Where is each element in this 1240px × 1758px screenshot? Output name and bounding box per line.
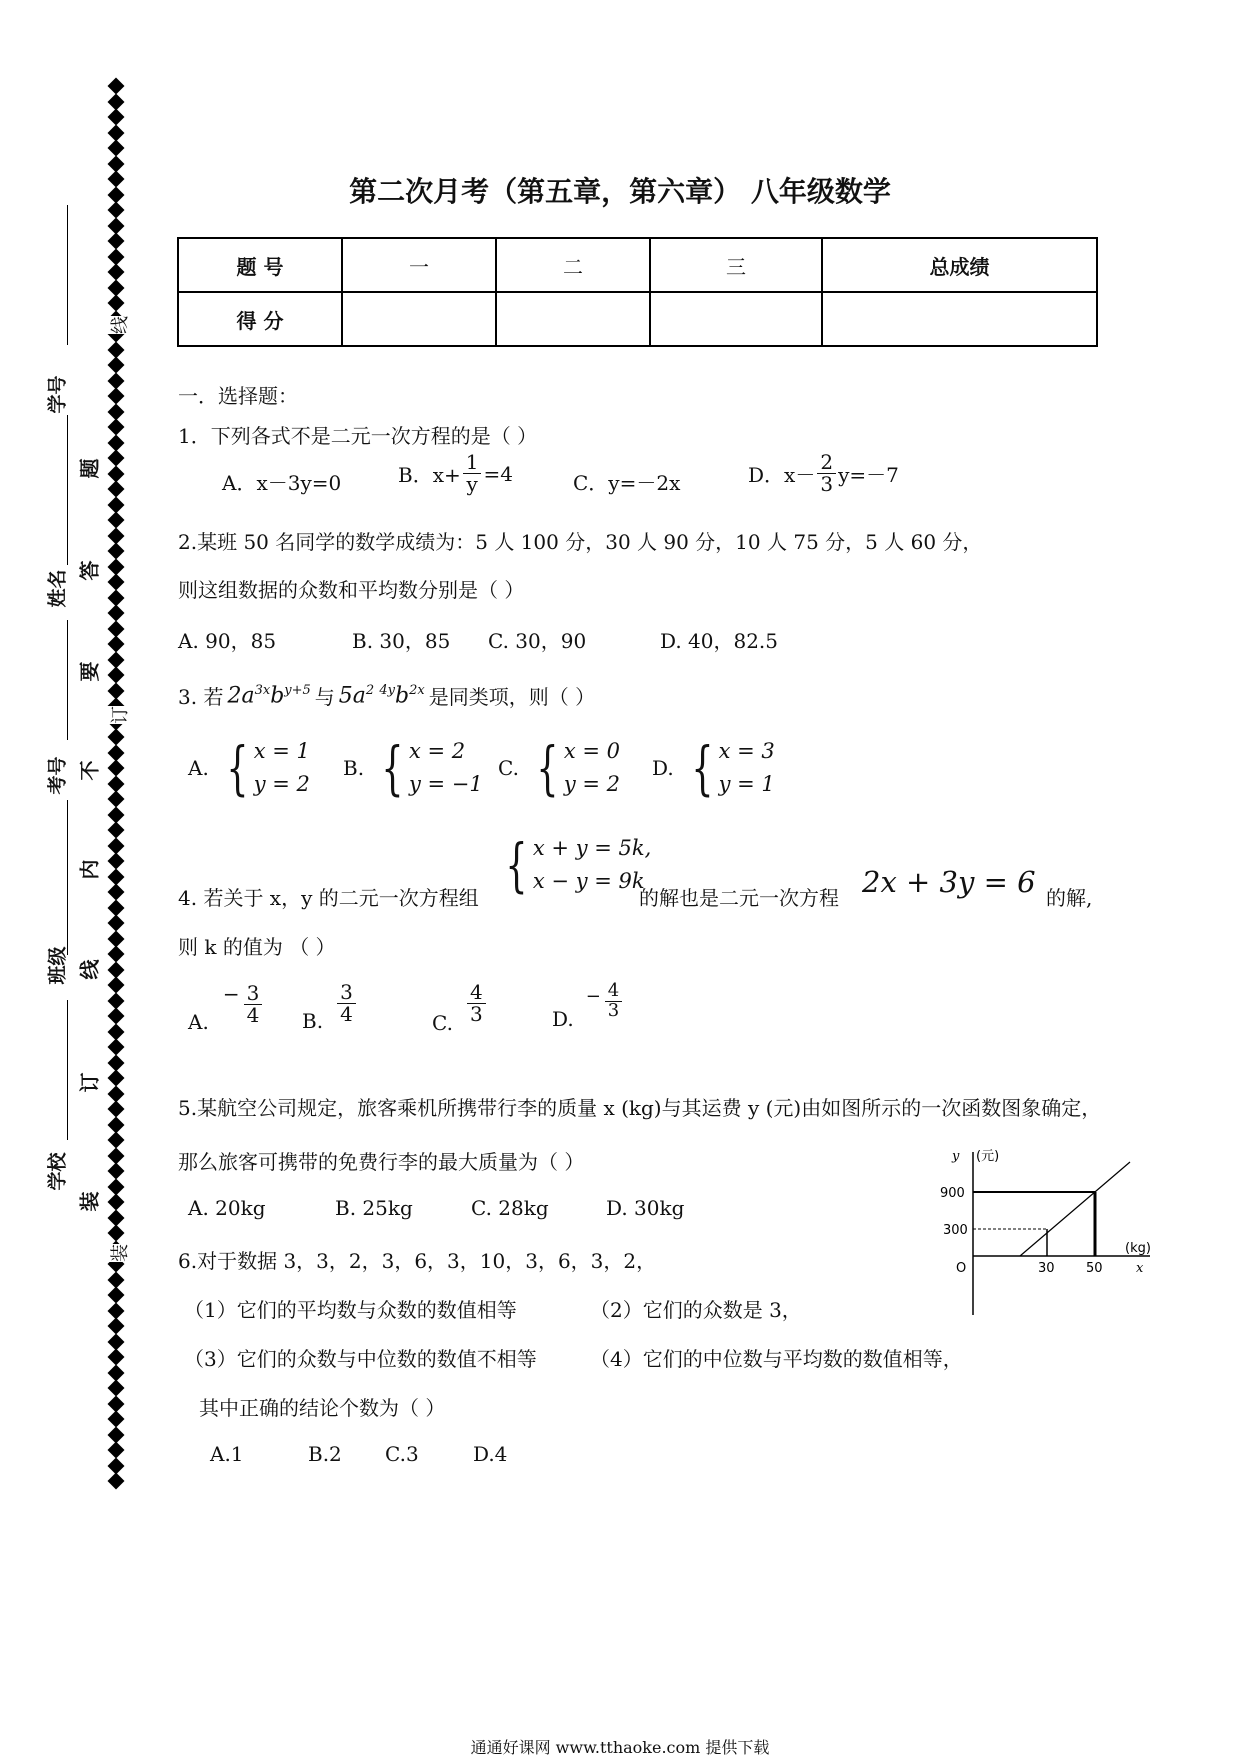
diamond-mark xyxy=(108,1085,125,1102)
binding-line-mark: 线 xyxy=(106,316,132,334)
stem-text: 3. 若 xyxy=(178,685,224,709)
question-6-statement-2: （2）它们的众数是 3， xyxy=(590,1298,802,1322)
diamond-mark xyxy=(108,419,125,436)
equation-system: { x = 2 y = −1 xyxy=(381,733,483,802)
score-input-cell[interactable] xyxy=(822,292,1097,346)
fraction xyxy=(467,982,486,1025)
x-axis-unit: (kg) xyxy=(1125,1241,1151,1256)
diamond-mark xyxy=(108,1442,125,1459)
score-table-cell: 题 号 xyxy=(178,238,342,292)
score-table-score-row xyxy=(178,292,1097,346)
diamond-mark xyxy=(108,884,125,901)
fraction-denominator: 4 xyxy=(340,1002,353,1026)
question-5-stem: 5.某航空公司规定，旅客乘机所携带行李的质量 x (kg)与其运费 y (元)由如图所示的一次函数图象确定， xyxy=(178,1096,1102,1120)
stem-text: 是同类项，则（ ） xyxy=(428,685,596,709)
binding-label-exam-id: 考号 xyxy=(46,756,69,795)
question-6-stem-line2: 其中正确的结论个数为（ ） xyxy=(199,1396,446,1420)
diamond-mark xyxy=(108,1132,125,1149)
binding-warning-char: 答 xyxy=(77,560,102,581)
diamond-mark xyxy=(108,1411,125,1428)
diamond-mark xyxy=(108,78,125,95)
equation-row: x = 2 xyxy=(408,739,466,763)
question-4-option-d xyxy=(552,982,624,1029)
score-table-cell: 总成绩 xyxy=(822,238,1097,292)
diamond-mark xyxy=(108,1271,125,1288)
fraction-denominator: y xyxy=(466,472,478,496)
diamond-mark xyxy=(108,109,125,126)
question-6-statement-1: （1）它们的平均数与众数的数值相等 xyxy=(184,1298,517,1322)
exam-title: 第二次月考（第五章，第六章） 八年级数学 xyxy=(349,175,891,208)
diamond-mark xyxy=(108,1054,125,1071)
question-4-stem-post: 的解, xyxy=(1046,886,1093,910)
fraction-numerator: 3 xyxy=(244,983,263,1005)
x-tick-label: 30 xyxy=(1038,1261,1055,1276)
question-3-stem xyxy=(178,681,595,710)
score-table-cell: 一 xyxy=(342,238,496,292)
diamond-mark xyxy=(108,496,125,513)
fraction-numerator: 4 xyxy=(467,982,486,1004)
equation-row: x = 0 xyxy=(563,739,621,763)
question-6-statement-4: （4）它们的中位数与平均数的数值相等， xyxy=(590,1347,963,1371)
section-heading: 一．选择题： xyxy=(178,384,298,408)
equation-row: y = 2 xyxy=(563,771,621,796)
equation-row: y = −1 xyxy=(408,771,483,796)
diamond-mark xyxy=(108,806,125,823)
diamond-mark xyxy=(108,1023,125,1040)
diamond-mark xyxy=(108,233,125,250)
question-1-stem: 1．下列各式不是二元一次方程的是（ ） xyxy=(178,424,538,448)
score-table-cell: 得 分 xyxy=(178,292,342,346)
binding-line-mark: 订 xyxy=(106,706,132,724)
diamond-mark xyxy=(108,744,125,761)
fraction-denominator: 4 xyxy=(246,1003,260,1027)
question-6-option-d: D.4 xyxy=(473,1442,508,1466)
diamond-mark xyxy=(108,992,125,1009)
fraction-denominator: 3 xyxy=(607,999,620,1021)
question-2-stem-line2: 则这组数据的众数和平均数分别是（ ） xyxy=(178,578,525,602)
equation-system: { x = 1 y = 2 xyxy=(226,733,310,802)
y-axis-label: y xyxy=(952,1149,960,1164)
fraction-denominator: 3 xyxy=(469,1002,483,1026)
option-label: B. xyxy=(302,1009,324,1033)
equation-row: y = 2 xyxy=(253,771,310,796)
option-label: A. xyxy=(188,1010,209,1034)
option-label: D. xyxy=(552,1006,574,1031)
binding-warning-char: 不 xyxy=(77,760,102,781)
equation-system: { x + y = 5k, x − y = 9k xyxy=(505,830,652,899)
binding-underline xyxy=(67,620,68,740)
question-6-option-c: C.3 xyxy=(385,1442,419,1466)
diamond-mark xyxy=(108,93,125,110)
diamond-mark xyxy=(108,1194,125,1211)
diamond-mark xyxy=(108,899,125,916)
question-3-option-b xyxy=(343,735,483,800)
diamond-mark xyxy=(108,791,125,808)
diamond-mark xyxy=(108,1426,125,1443)
minus-sign: − xyxy=(222,982,240,1006)
equation-system: { x = 3 y = 1 xyxy=(691,733,775,802)
question-4-stem-line2: 则 k 的值为 （ ） xyxy=(178,935,336,959)
option-text: D．x－ xyxy=(748,463,816,487)
diamond-mark xyxy=(108,1473,125,1490)
binding-warning-char: 要 xyxy=(77,661,102,682)
diamond-mark xyxy=(108,295,125,312)
diamond-mark xyxy=(108,558,125,575)
diamond-mark xyxy=(108,450,125,467)
question-6-stem: 6.对于数据 3，3，2，3，6，3，10，3，6，3，2， xyxy=(178,1249,657,1273)
diamond-mark xyxy=(108,1395,125,1412)
diamond-mark xyxy=(108,915,125,932)
x-tick-label: 50 xyxy=(1086,1261,1103,1276)
question-4-option-a xyxy=(188,982,264,1032)
origin-label: O xyxy=(956,1261,967,1276)
y-tick-label: 300 xyxy=(943,1223,968,1238)
diamond-mark xyxy=(108,388,125,405)
diamond-mark xyxy=(108,667,125,684)
diamond-mark xyxy=(108,1116,125,1133)
question-4-option-c xyxy=(432,982,488,1033)
diamond-mark xyxy=(108,589,125,606)
diamond-mark xyxy=(108,651,125,668)
question-5-stem-line2: 那么旅客可携带的免费行李的最大质量为（ ） xyxy=(178,1150,585,1174)
minus-sign: − xyxy=(585,985,601,1007)
diamond-mark xyxy=(108,1225,125,1242)
y-tick-label: 900 xyxy=(940,1186,965,1201)
diamond-mark xyxy=(108,465,125,482)
equation-row: x = 1 xyxy=(253,739,310,763)
question-2-option-a: A. 90，85 xyxy=(178,629,277,653)
binding-warning-char: 装 xyxy=(77,1191,102,1212)
fraction xyxy=(337,982,356,1025)
fraction-numerator: 4 xyxy=(605,982,622,1002)
option-text: y=－7 xyxy=(838,463,899,487)
question-2-stem: 2.某班 50 名同学的数学成绩为：5 人 100 分，30 人 90 分，10 人 75 分，5 人 60 分， xyxy=(178,530,983,554)
binding-label-student-id: 学号 xyxy=(46,375,69,414)
diamond-mark xyxy=(108,264,125,281)
diamond-mark xyxy=(108,124,125,141)
diamond-mark xyxy=(108,357,125,374)
binding-label-name: 姓名 xyxy=(46,569,69,608)
diamond-mark xyxy=(108,248,125,265)
diamond-mark xyxy=(108,1178,125,1195)
binding-underline xyxy=(67,1000,68,1140)
binding-underline xyxy=(67,415,68,565)
fraction xyxy=(605,982,622,1021)
question-1-option-c: C．y=－2x xyxy=(573,471,681,495)
diamond-mark xyxy=(108,1318,125,1335)
diamond-mark xyxy=(108,1457,125,1474)
diamond-mark xyxy=(108,1364,125,1381)
question-4-stem: 4. 若关于 x，y 的二元一次方程组 xyxy=(178,886,479,910)
score-table xyxy=(177,237,1098,347)
diamond-mark xyxy=(108,682,125,699)
diamond-mark xyxy=(108,1070,125,1087)
fraction-numerator: 3 xyxy=(337,982,356,1004)
equation-row: x + y = 5k, xyxy=(532,836,652,860)
freight-cost-graph xyxy=(940,1130,1160,1320)
question-1-option-b xyxy=(398,452,513,495)
fraction-numerator: 1 xyxy=(463,452,482,474)
option-label: C. xyxy=(498,755,519,780)
question-3-option-c xyxy=(498,735,620,800)
diamond-mark xyxy=(108,946,125,963)
diamond-mark xyxy=(108,620,125,637)
binding-warning-char: 题 xyxy=(77,458,102,479)
diamond-mark xyxy=(108,574,125,591)
question-6-option-b: B.2 xyxy=(308,1442,342,1466)
diamond-mark xyxy=(108,1039,125,1056)
diamond-mark xyxy=(108,729,125,746)
diamond-mark xyxy=(108,822,125,839)
question-4-system xyxy=(498,832,651,897)
question-1-option-d xyxy=(748,452,899,495)
question-6-option-a: A.1 xyxy=(210,1442,244,1466)
page-footer: 通通好课网 www.tthaoke.com 提供下载 xyxy=(470,1738,770,1757)
diamond-mark xyxy=(108,760,125,777)
fraction xyxy=(463,452,482,495)
binding-warning-char: 线 xyxy=(77,959,102,980)
option-label: C. xyxy=(432,1011,453,1035)
option-label: D. xyxy=(652,755,674,780)
score-table-cell: 三 xyxy=(650,238,822,292)
diamond-mark xyxy=(108,217,125,234)
question-5-option-b: B. 25kg xyxy=(335,1196,413,1220)
fraction-numerator: 2 xyxy=(817,452,836,474)
diamond-mark xyxy=(108,1333,125,1350)
question-6-statement-3: （3）它们的众数与中位数的数值不相等 xyxy=(184,1347,537,1371)
score-input-cell[interactable] xyxy=(650,292,822,346)
binding-line-mark: 装 xyxy=(106,1244,132,1262)
y-axis-unit: (元) xyxy=(976,1149,1000,1164)
question-2-option-d: D. 40，82.5 xyxy=(660,629,779,653)
math-term: $2a^{3x}b^{y+5}$ xyxy=(227,682,311,709)
binding-label-class: 班级 xyxy=(46,946,69,985)
fraction xyxy=(244,983,263,1026)
question-1-option-a: A．x－3y=0 xyxy=(222,471,342,495)
diamond-mark xyxy=(108,1209,125,1226)
question-5-option-d: D. 30kg xyxy=(606,1196,685,1220)
question-5-option-c: C. 28kg xyxy=(471,1196,549,1220)
diamond-mark xyxy=(108,1380,125,1397)
cost-line xyxy=(1020,1162,1130,1256)
diamond-mark xyxy=(108,977,125,994)
question-4-option-b xyxy=(302,982,358,1031)
diamond-mark xyxy=(108,1147,125,1164)
diamond-mark xyxy=(108,403,125,420)
diamond-mark xyxy=(108,1163,125,1180)
score-input-cell[interactable] xyxy=(342,292,496,346)
diamond-mark xyxy=(108,775,125,792)
diamond-mark xyxy=(108,279,125,296)
binding-warning-char: 内 xyxy=(77,859,102,880)
score-table-header-row xyxy=(178,238,1097,292)
diamond-mark xyxy=(108,372,125,389)
question-2-option-b: B. 30，85 xyxy=(352,629,451,653)
option-text: B．x+ xyxy=(398,463,461,487)
question-3-option-d xyxy=(652,735,775,800)
diamond-mark xyxy=(108,341,125,358)
score-table-cell: 二 xyxy=(496,238,650,292)
binding-underline xyxy=(67,205,68,345)
equation-row: x = 3 xyxy=(718,739,775,763)
equation-row: y = 1 xyxy=(718,771,775,796)
option-label: B. xyxy=(343,755,365,780)
diamond-mark xyxy=(108,636,125,653)
binding-warning-char: 订 xyxy=(77,1072,102,1093)
diamond-mark xyxy=(108,481,125,498)
diamond-mark xyxy=(108,868,125,885)
fraction xyxy=(817,452,836,495)
diamond-mark xyxy=(108,140,125,157)
diamond-mark xyxy=(108,1302,125,1319)
diamond-mark xyxy=(108,837,125,854)
binding-label-school: 学校 xyxy=(46,1152,69,1191)
diamond-mark xyxy=(108,543,125,560)
diamond-mark xyxy=(108,1349,125,1366)
equation-row: x − y = 9k xyxy=(532,868,645,893)
diamond-mark xyxy=(108,853,125,870)
diamond-mark xyxy=(108,1101,125,1118)
diamond-mark xyxy=(108,605,125,622)
question-4-equation: 2x + 3y = 6 xyxy=(862,865,1036,899)
diamond-mark xyxy=(108,512,125,529)
question-2-option-c: C. 30，90 xyxy=(488,629,587,653)
x-axis-label: x xyxy=(1136,1261,1144,1276)
diamond-mark xyxy=(108,961,125,978)
score-input-cell[interactable] xyxy=(496,292,650,346)
equation-system: { x = 0 y = 2 xyxy=(536,733,621,802)
stem-text: 与 xyxy=(314,685,335,709)
diamond-mark xyxy=(108,434,125,451)
question-4-stem-mid: 的解也是二元一次方程 xyxy=(639,886,839,910)
option-label: A. xyxy=(188,755,209,780)
question-5-option-a: A. 20kg xyxy=(188,1196,266,1220)
fraction-denominator: 3 xyxy=(820,472,834,496)
option-text: =4 xyxy=(483,461,513,486)
diamond-mark xyxy=(108,1287,125,1304)
diamond-mark xyxy=(108,1008,125,1025)
question-3-option-a xyxy=(188,735,310,800)
diamond-mark xyxy=(108,930,125,947)
math-term: $5a^{2 4y}b^{2x}$ xyxy=(338,682,425,709)
binding-underline xyxy=(67,800,68,955)
diamond-mark xyxy=(108,527,125,544)
